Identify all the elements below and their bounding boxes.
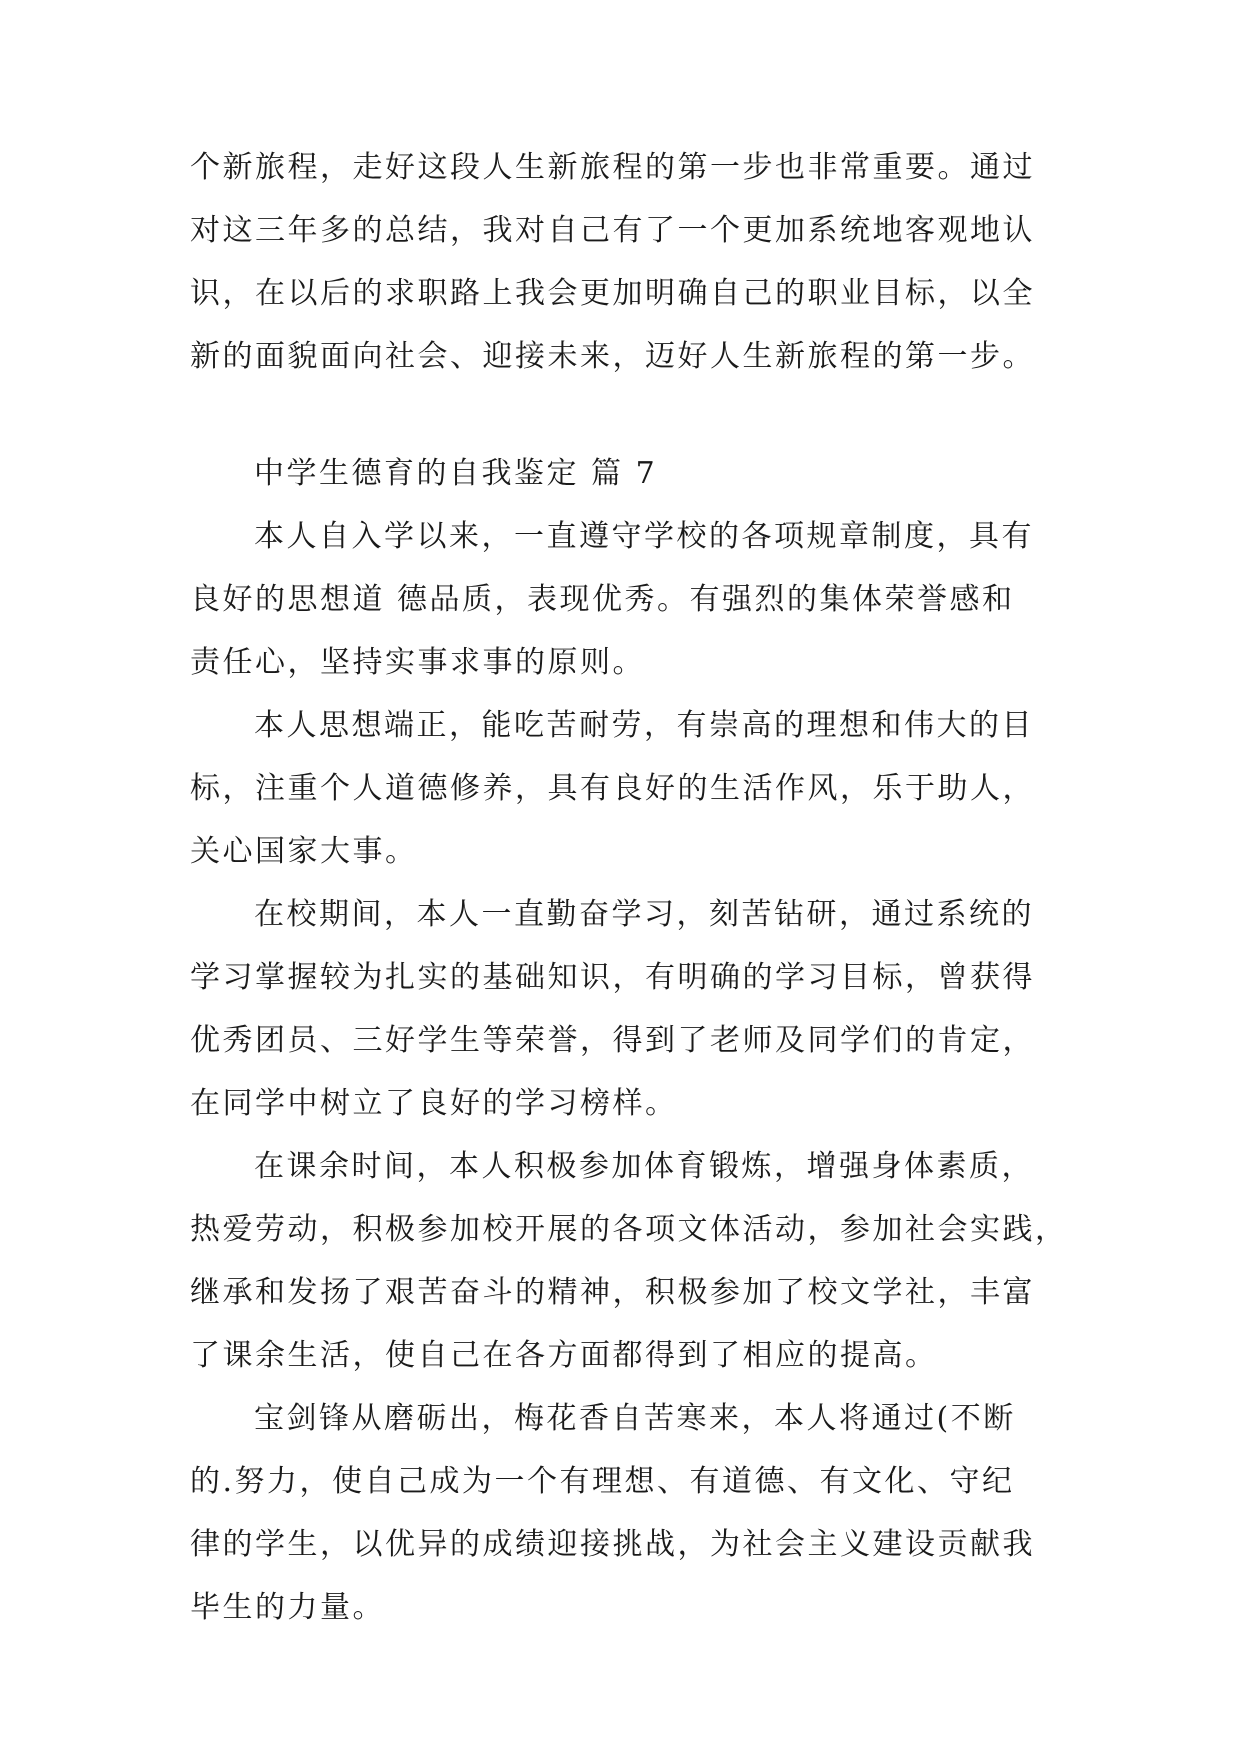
- section-heading: 中学生德育的自我鉴定 篇 7: [254, 456, 658, 491]
- paragraph-4-line-1: 在课余时间，本人积极参加体育锻炼，增强身体素质，: [254, 1149, 1034, 1184]
- paragraph-5-line-4: 毕生的力量。: [190, 1590, 385, 1625]
- paragraph-4-line-2: 热爱劳动，积极参加校开展的各项文体活动，参加社会实践，: [190, 1212, 1068, 1247]
- paragraph-5-line-1: 宝剑锋从磨砺出，梅花香自苦寒来，本人将通过(不断: [254, 1401, 1016, 1436]
- paragraph-3-line-1: 在校期间，本人一直勤奋学习，刻苦钻研，通过系统的: [254, 897, 1034, 932]
- document-body: [190, 0, 1080, 1754]
- intro-line-3: 识，在以后的求职路上我会更加明确自己的职业目标，以全: [190, 276, 1035, 311]
- intro-line-2: 对这三年多的总结，我对自己有了一个更加系统地客观地认: [190, 213, 1035, 248]
- paragraph-3-line-3: 优秀团员、三好学生等荣誉，得到了老师及同学们的肯定，: [190, 1023, 1035, 1058]
- paragraph-4-line-3: 继承和发扬了艰苦奋斗的精神，积极参加了校文学社，丰富: [190, 1275, 1035, 1310]
- paragraph-5-line-3: 律的学生，以优异的成绩迎接挑战，为社会主义建设贡献我: [190, 1527, 1035, 1562]
- intro-line-4: 新的面貌面向社会、迎接未来，迈好人生新旅程的第一步。: [190, 339, 1035, 374]
- paragraph-2-line-2: 标，注重个人道德修养，具有良好的生活作风，乐于助人，: [190, 771, 1035, 806]
- paragraph-1-line-1: 本人自入学以来，一直遵守学校的各项规章制度，具有: [254, 519, 1034, 554]
- paragraph-1-line-2: 良好的思想道 德品质，表现优秀。有强烈的集体荣誉感和: [190, 582, 1015, 617]
- intro-line-1: 个新旅程，走好这段人生新旅程的第一步也非常重要。通过: [190, 150, 1035, 185]
- paragraph-2-line-1: 本人思想端正，能吃苦耐劳，有崇高的理想和伟大的目: [254, 708, 1034, 743]
- paragraph-3-line-2: 学习掌握较为扎实的基础知识，有明确的学习目标，曾获得: [190, 960, 1035, 995]
- paragraph-1-line-3: 责任心，坚持实事求事的原则。: [190, 645, 645, 680]
- paragraph-5-line-2: 的.努力，使自己成为一个有理想、有道德、有文化、守纪: [190, 1464, 1015, 1499]
- paragraph-3-line-4: 在同学中树立了良好的学习榜样。: [190, 1086, 678, 1121]
- paragraph-4-line-4: 了课余生活，使自己在各方面都得到了相应的提高。: [190, 1338, 938, 1373]
- paragraph-2-line-3: 关心国家大事。: [190, 834, 418, 869]
